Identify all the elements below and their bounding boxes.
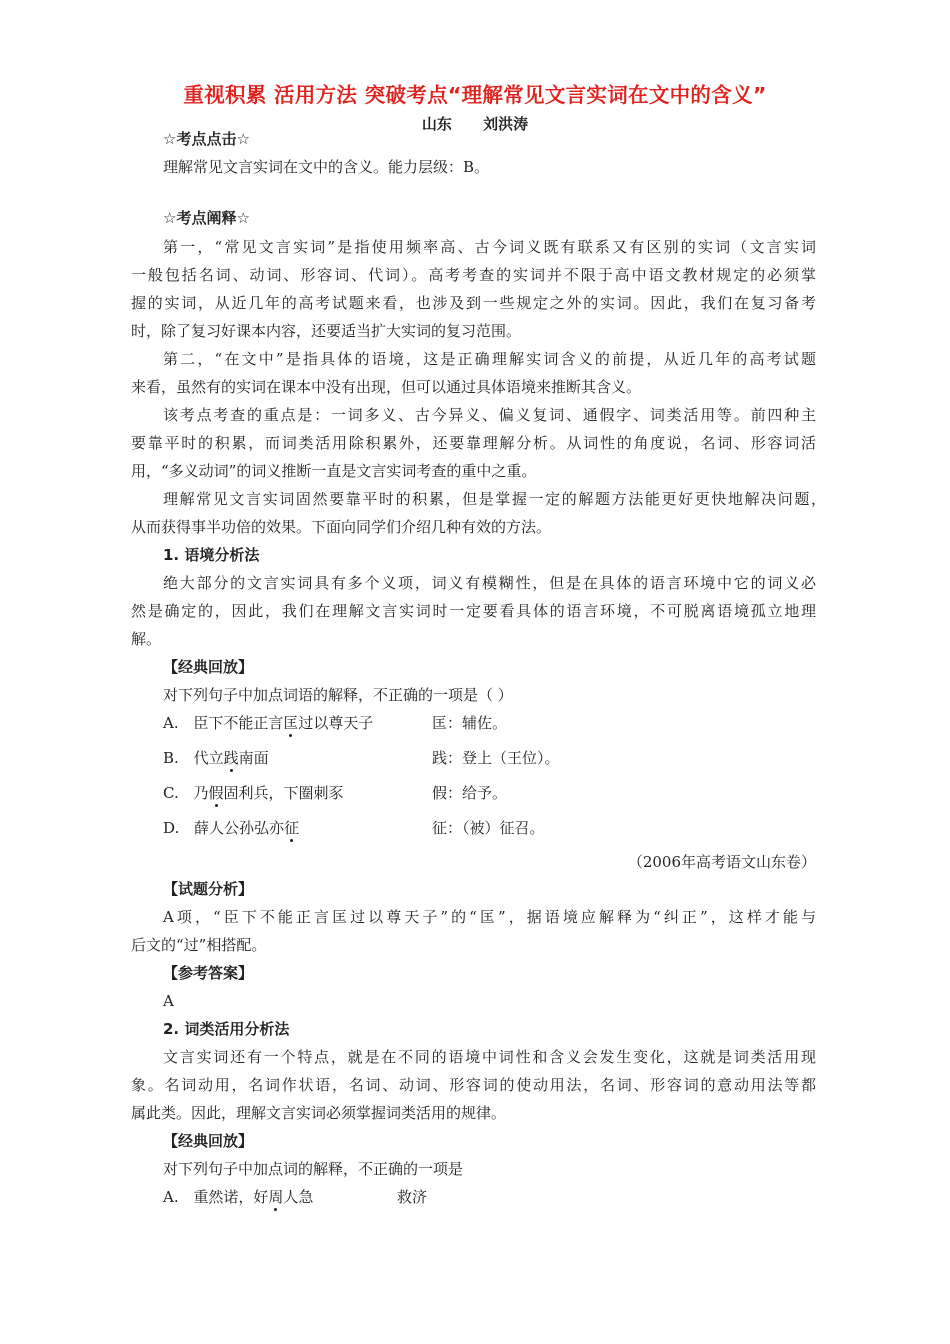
question-source: （2006年高考语文山东卷）: [627, 853, 816, 871]
option-pre: 乃: [193, 784, 209, 802]
paragraph-line: 绝大部分的文言实词具有多个义项，词义有模糊性，但是在具体的语言环境中它的词义必: [163, 574, 816, 592]
option-label: D.: [163, 819, 180, 837]
option-c-explanation: 假：给予。: [432, 784, 508, 802]
paragraph-line: 该考点考查的重点是：一词多义、古今异义、偏义复词、通假字、词类活用等。前四种主: [163, 406, 816, 424]
option-a-explanation: 匡：辅佐。: [432, 714, 508, 732]
option-pre: 重然诺，好: [193, 1188, 269, 1206]
option-b: [163, 748, 269, 768]
dotted-word: 周: [268, 1188, 284, 1206]
answer-text: A: [163, 992, 174, 1010]
paragraph-line: 第一，“常见文言实词”是指使用频率高、古今词义既有联系又有区别的实词（文言实词: [163, 238, 816, 256]
option-a: [163, 1187, 313, 1207]
paragraph-line: 解。: [131, 630, 162, 648]
option-post: 人急: [283, 1188, 314, 1206]
paragraph-line: 用，“多义动词”的词义推断一直是文言实词考查的重中之重。: [131, 462, 537, 480]
analysis-line: 后文的“过”相搭配。: [131, 936, 267, 954]
answer-heading: 【参考答案】: [163, 964, 254, 982]
option-c: [163, 783, 344, 803]
option-label: A.: [163, 1188, 179, 1206]
option-b-explanation: 践：登上（王位）。: [432, 749, 560, 767]
method-heading-context: 1. 语境分析法: [163, 546, 260, 564]
dotted-word: 假: [208, 784, 224, 802]
option-post: 固利兵，下圈刺豕: [223, 784, 344, 802]
paragraph-line: 从而获得事半功倍的效果。下面向同学们介绍几种有效的方法。: [131, 518, 552, 536]
section-heading-exam-point: ☆考点点击☆: [163, 130, 250, 148]
section-text-exam-point: 理解常见文言实词在文中的含义。能力层级：B。: [163, 158, 490, 176]
dotted-word: 践: [223, 749, 239, 767]
paragraph-line: 来看，虽然有的实词在课本中没有出现，但可以通过具体语境来推断其含义。: [131, 378, 642, 396]
option-label: C.: [163, 784, 179, 802]
paragraph-line: 握的实词，从近几年的高考试题来看，也涉及到一些规定之外的实词。因此，我们在复习备考: [131, 294, 816, 312]
paragraph-line: 第二，“在文中”是指具体的语境，这是正确理解实词含义的前提，从近几年的高考试题: [163, 350, 816, 368]
paragraph-line: 要靠平时的积累，而词类活用除积累外，还要靠理解分析。从词性的角度说，名词、形容词活: [131, 434, 816, 452]
option-a-explanation: 救济: [397, 1188, 428, 1206]
paragraph-line: 理解常见文言实词固然要靠平时的积累，但是掌握一定的解题方法能更好更快地解决问题，: [163, 490, 826, 508]
example-heading: 【经典回放】: [163, 1132, 254, 1150]
option-post: 南面: [238, 749, 269, 767]
question-text: 对下列句子中加点词的解释，不正确的一项是: [163, 1160, 464, 1178]
paragraph-line: 象。名词动用，名词作状语，名词、动词、形容词的使动用法，名词、形容词的意动用法等都: [131, 1076, 816, 1094]
example-heading: 【经典回放】: [163, 658, 254, 676]
option-label: B.: [163, 749, 179, 767]
paragraph-line: 属此类。因此，理解文言实词必须掌握词类活用的规律。: [131, 1104, 507, 1122]
option-pre: 薛人公孙弘亦: [194, 819, 285, 837]
question-text: 对下列句子中加点词语的解释，不正确的一项是（ ）: [163, 686, 513, 704]
document-title: 重视积累 活用方法 突破考点“理解常见文言实词在文中的含义”: [183, 83, 767, 107]
paragraph-line: 时，除了复习好课本内容，还要适当扩大实词的复习范围。: [131, 322, 522, 340]
option-label: A.: [163, 714, 179, 732]
option-pre: 臣下不能正言: [193, 714, 284, 732]
dotted-word: 匡: [283, 714, 299, 732]
option-a: [163, 713, 373, 733]
option-d: [163, 818, 299, 838]
paragraph-line: 一般包括名词、动词、形容词、代词）。高考考查的实词并不限于高中语文教材规定的必须掌: [131, 266, 816, 284]
section-heading-explanation: ☆考点阐释☆: [163, 209, 250, 227]
option-d-explanation: 征：（被）征召。: [432, 819, 545, 837]
analysis-line: A项，“臣下不能正言匡过以尊天子”的“匡”，据语境应解释为“纠正”，这样才能与: [163, 908, 816, 926]
paragraph-line: 然是确定的，因此，我们在理解文言实词时一定要看具体的语言环境，不可脱离语境孤立地理: [131, 602, 816, 620]
paragraph-line: 文言实词还有一个特点，就是在不同的语境中词性和含义会发生变化，这就是词类活用现: [163, 1048, 816, 1066]
analysis-heading: 【试题分析】: [163, 880, 254, 898]
option-pre: 代立: [193, 749, 224, 767]
option-post: 过以尊天子: [298, 714, 374, 732]
dotted-word: 征: [284, 819, 300, 837]
author-line: 山东 刘洪涛: [421, 115, 529, 133]
method-heading-word-class: 2. 词类活用分析法: [163, 1020, 290, 1038]
